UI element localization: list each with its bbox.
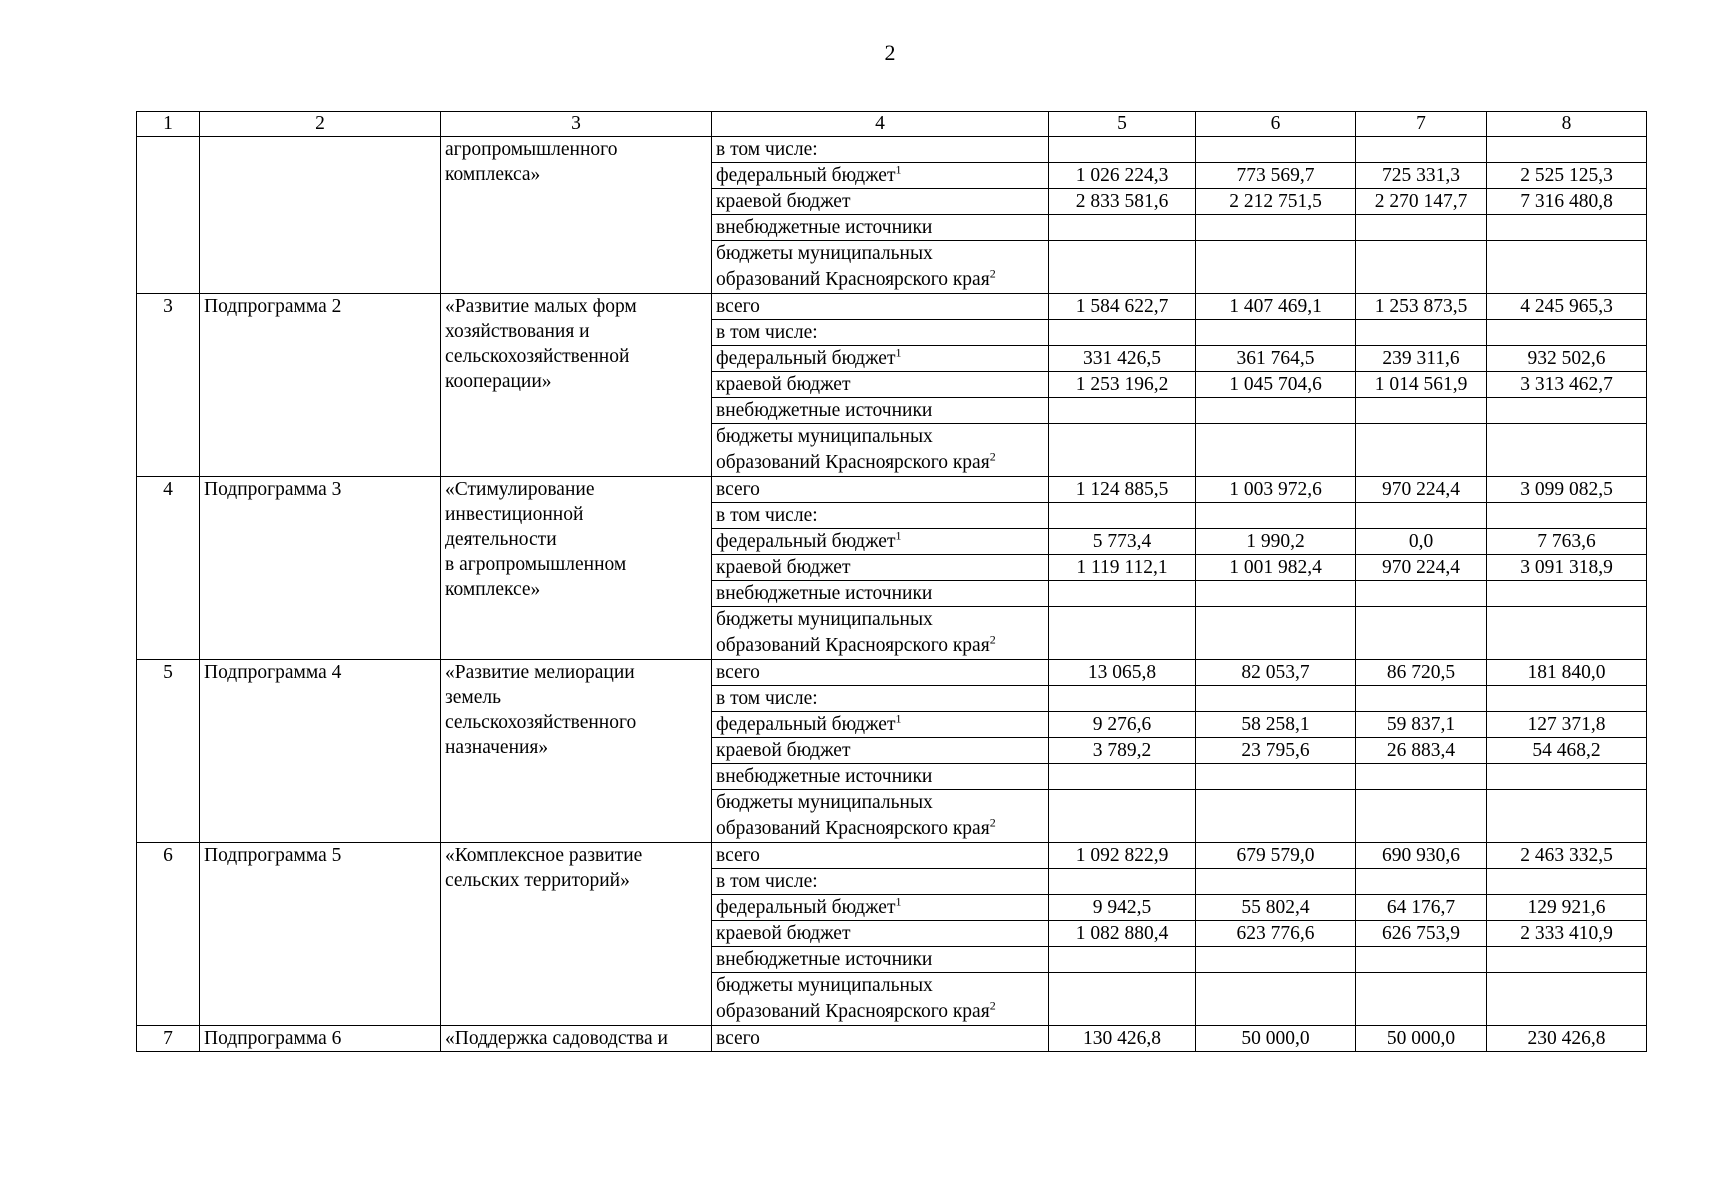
amount-cell [1487,869,1647,895]
amount-cell: 130 426,8 [1049,1026,1196,1052]
amount-cell [1356,241,1487,294]
funding-source-label: всего [712,477,1049,503]
funding-source-label: внебюджетные источники [712,215,1049,241]
amount-cell: 1 026 224,3 [1049,163,1196,189]
title-line: инвестиционной [445,504,584,525]
title-line: деятельности [445,529,557,550]
subprogram-name-cell: Подпрограмма 4 [200,660,441,843]
amount-cell [1196,320,1356,346]
amount-cell: 2 525 125,3 [1487,163,1647,189]
amount-cell [1487,503,1647,529]
amount-cell [1356,215,1487,241]
amount-cell [1356,137,1487,163]
amount-cell [1487,790,1647,843]
amount-cell [1356,581,1487,607]
footnote-mark: 2 [989,998,996,1013]
amount-cell: 773 569,7 [1196,163,1356,189]
federal-budget-label: федеральный бюджет [716,897,896,918]
table-row [137,137,1647,163]
title-line: «Развитие малых форм [445,296,637,317]
amount-cell: 1 119 112,1 [1049,555,1196,581]
funding-source-label: в том числе: [712,137,1049,163]
amount-cell [1049,973,1196,1026]
amount-cell: 23 795,6 [1196,738,1356,764]
funding-source-label [712,712,1049,738]
amount-cell [1487,137,1647,163]
funding-source-label [712,790,1049,843]
column-header: 6 [1196,112,1356,137]
amount-cell: 3 099 082,5 [1487,477,1647,503]
municipal-budget-label: образований Красноярского края [716,635,990,656]
funding-source-label: внебюджетные источники [712,398,1049,424]
funding-source-label: внебюджетные источники [712,764,1049,790]
row-number-cell: 5 [137,660,200,843]
subprogram-name-cell: Подпрограмма 5 [200,843,441,1026]
municipal-budget-label: образований Красноярского края [716,452,990,473]
amount-cell [1487,215,1647,241]
funding-source-label: всего [712,660,1049,686]
amount-cell: 331 426,5 [1049,346,1196,372]
footnote-mark: 2 [989,266,996,281]
funding-source-label [712,607,1049,660]
amount-cell: 0,0 [1356,529,1487,555]
footnote-mark: 2 [989,815,996,830]
amount-cell: 361 764,5 [1196,346,1356,372]
amount-cell [1196,686,1356,712]
amount-cell: 626 753,9 [1356,921,1487,947]
amount-cell [1049,869,1196,895]
amount-cell [1487,973,1647,1026]
amount-cell [1487,398,1647,424]
funding-source-label: в том числе: [712,869,1049,895]
amount-cell: 26 883,4 [1356,738,1487,764]
amount-cell [1196,215,1356,241]
municipal-budget-label: бюджеты муниципальных [716,975,933,996]
subprogram-name-cell: Подпрограмма 3 [200,477,441,660]
subprogram-title-cell [441,843,712,1026]
municipal-budget-label: бюджеты муниципальных [716,792,933,813]
column-header: 1 [137,112,200,137]
amount-cell: 54 468,2 [1487,738,1647,764]
amount-cell [1196,869,1356,895]
amount-cell [1196,398,1356,424]
amount-cell [1356,764,1487,790]
amount-cell: 1 045 704,6 [1196,372,1356,398]
funding-source-label [712,163,1049,189]
funding-source-label: краевой бюджет [712,189,1049,215]
amount-cell: 679 579,0 [1196,843,1356,869]
amount-cell [1356,686,1487,712]
amount-cell [1049,424,1196,477]
amount-cell: 4 245 965,3 [1487,294,1647,320]
table-row [137,1026,1647,1052]
funding-source-label [712,895,1049,921]
municipal-budget-label: бюджеты муниципальных [716,243,933,264]
amount-cell: 1 584 622,7 [1049,294,1196,320]
municipal-budget-label: бюджеты муниципальных [716,609,933,630]
footnote-mark: 1 [895,711,902,726]
federal-budget-label: федеральный бюджет [716,348,896,369]
amount-cell [1049,607,1196,660]
amount-cell: 2 270 147,7 [1356,189,1487,215]
funding-source-label: всего [712,843,1049,869]
amount-cell: 1 253 873,5 [1356,294,1487,320]
amount-cell [1049,241,1196,294]
federal-budget-label: федеральный бюджет [716,165,896,186]
municipal-budget-label: образований Красноярского края [716,1001,990,1022]
subprogram-title-cell: «Поддержка садоводства и [441,1026,712,1052]
federal-budget-label: федеральный бюджет [716,714,896,735]
amount-cell [1196,503,1356,529]
amount-cell [1487,607,1647,660]
amount-cell: 86 720,5 [1356,660,1487,686]
funding-source-label: внебюджетные источники [712,581,1049,607]
title-line: «Комплексное развитие [445,845,643,866]
funding-source-label: в том числе: [712,503,1049,529]
amount-cell: 3 789,2 [1049,738,1196,764]
funding-source-label [712,529,1049,555]
amount-cell: 3 091 318,9 [1487,555,1647,581]
amount-cell: 59 837,1 [1356,712,1487,738]
amount-cell [1049,581,1196,607]
amount-cell: 50 000,0 [1196,1026,1356,1052]
amount-cell [1049,320,1196,346]
amount-cell [1356,320,1487,346]
footnote-mark: 1 [895,894,902,909]
footnote-mark: 1 [895,345,902,360]
amount-cell [1049,790,1196,843]
municipal-budget-label: бюджеты муниципальных [716,426,933,447]
amount-cell [1487,686,1647,712]
subprogram-title-cell [441,137,712,294]
subprogram-title-cell [441,660,712,843]
funding-source-label [712,241,1049,294]
amount-cell: 1 990,2 [1196,529,1356,555]
federal-budget-label: федеральный бюджет [716,531,896,552]
funding-source-label: в том числе: [712,686,1049,712]
title-line: сельскохозяйственной [445,346,630,367]
amount-cell: 50 000,0 [1356,1026,1487,1052]
amount-cell [1049,398,1196,424]
amount-cell [1487,424,1647,477]
amount-cell [1487,320,1647,346]
amount-cell: 3 313 462,7 [1487,372,1647,398]
column-header: 4 [712,112,1049,137]
column-header: 8 [1487,112,1647,137]
row-number-cell: 3 [137,294,200,477]
funding-source-label: краевой бюджет [712,372,1049,398]
amount-cell [1196,973,1356,1026]
amount-cell [1356,869,1487,895]
amount-cell: 1 407 469,1 [1196,294,1356,320]
amount-cell [1196,241,1356,294]
amount-cell: 970 224,4 [1356,555,1487,581]
amount-cell: 230 426,8 [1487,1026,1647,1052]
column-header: 3 [441,112,712,137]
row-number-cell: 4 [137,477,200,660]
funding-source-label: в том числе: [712,320,1049,346]
funding-source-label: краевой бюджет [712,555,1049,581]
funding-source-label: внебюджетные источники [712,947,1049,973]
amount-cell: 2 463 332,5 [1487,843,1647,869]
amount-cell [1049,764,1196,790]
amount-cell [1356,607,1487,660]
column-header: 7 [1356,112,1487,137]
amount-cell [1196,137,1356,163]
amount-cell: 2 212 751,5 [1196,189,1356,215]
amount-cell [1049,686,1196,712]
funding-source-label: краевой бюджет [712,738,1049,764]
amount-cell [1356,947,1487,973]
amount-cell: 2 333 410,9 [1487,921,1647,947]
amount-cell [1196,764,1356,790]
amount-cell: 82 053,7 [1196,660,1356,686]
footnote-mark: 2 [989,632,996,647]
subprogram-name-cell: Подпрограмма 2 [200,294,441,477]
amount-cell: 7 763,6 [1487,529,1647,555]
table-header-row [137,112,1647,137]
title-line: в агропромышленном [445,554,627,575]
amount-cell: 13 065,8 [1049,660,1196,686]
amount-cell [1487,947,1647,973]
amount-cell [1049,947,1196,973]
amount-cell: 7 316 480,8 [1487,189,1647,215]
subprogram-name-cell: Подпрограмма 6 [200,1026,441,1052]
footnote-mark: 2 [989,449,996,464]
amount-cell [1196,947,1356,973]
title-line: хозяйствования и [445,321,590,342]
subprogram-title-cell [441,294,712,477]
title-line: сельскохозяйственного [445,712,637,733]
page-number: 2 [884,40,896,65]
budget-table [136,111,1647,1052]
amount-cell: 58 258,1 [1196,712,1356,738]
funding-source-label [712,973,1049,1026]
amount-cell [1196,581,1356,607]
title-line: «Развитие мелиорации [445,662,635,683]
amount-cell [1356,790,1487,843]
amount-cell: 2 833 581,6 [1049,189,1196,215]
amount-cell [1487,241,1647,294]
amount-cell [1356,503,1487,529]
amount-cell: 725 331,3 [1356,163,1487,189]
amount-cell: 239 311,6 [1356,346,1487,372]
amount-cell [1487,764,1647,790]
amount-cell: 623 776,6 [1196,921,1356,947]
amount-cell: 690 930,6 [1356,843,1487,869]
title-line: «Стимулирование [445,479,595,500]
footnote-mark: 1 [895,162,902,177]
amount-cell: 1 124 885,5 [1049,477,1196,503]
column-header: 5 [1049,112,1196,137]
amount-cell [1356,973,1487,1026]
amount-cell [1356,424,1487,477]
title-line: земель [445,687,501,708]
footnote-mark: 1 [895,528,902,543]
table-row [137,294,1647,320]
row-number-cell [137,137,200,294]
title-line: комплекса» [445,164,541,185]
amount-cell [1196,790,1356,843]
funding-source-label [712,424,1049,477]
table-row [137,477,1647,503]
amount-cell [1049,215,1196,241]
amount-cell: 129 921,6 [1487,895,1647,921]
amount-cell: 9 942,5 [1049,895,1196,921]
row-number-cell: 7 [137,1026,200,1052]
subprogram-name-cell [200,137,441,294]
table-row [137,660,1647,686]
column-header: 2 [200,112,441,137]
funding-source-label: всего [712,1026,1049,1052]
amount-cell: 1 003 972,6 [1196,477,1356,503]
amount-cell: 1 014 561,9 [1356,372,1487,398]
title-line: назначения» [445,737,549,758]
amount-cell [1196,424,1356,477]
title-line: сельских территорий» [445,870,630,891]
municipal-budget-label: образований Красноярского края [716,269,990,290]
title-line: комплексе» [445,579,541,600]
table-row [137,843,1647,869]
amount-cell [1196,607,1356,660]
amount-cell: 181 840,0 [1487,660,1647,686]
amount-cell: 1 082 880,4 [1049,921,1196,947]
funding-source-label: всего [712,294,1049,320]
title-line: кооперации» [445,371,552,392]
municipal-budget-label: образований Красноярского края [716,818,990,839]
amount-cell: 64 176,7 [1356,895,1487,921]
table-body [137,112,1647,1052]
funding-source-label: краевой бюджет [712,921,1049,947]
funding-source-label [712,346,1049,372]
subprogram-title-cell [441,477,712,660]
title-line: агропромышленного [445,139,618,160]
amount-cell: 1 001 982,4 [1196,555,1356,581]
amount-cell: 1 092 822,9 [1049,843,1196,869]
amount-cell: 127 371,8 [1487,712,1647,738]
amount-cell [1487,581,1647,607]
amount-cell: 970 224,4 [1356,477,1487,503]
amount-cell: 932 502,6 [1487,346,1647,372]
amount-cell [1356,398,1487,424]
amount-cell: 55 802,4 [1196,895,1356,921]
amount-cell: 5 773,4 [1049,529,1196,555]
amount-cell [1049,503,1196,529]
amount-cell: 1 253 196,2 [1049,372,1196,398]
amount-cell: 9 276,6 [1049,712,1196,738]
row-number-cell: 6 [137,843,200,1026]
amount-cell [1049,137,1196,163]
